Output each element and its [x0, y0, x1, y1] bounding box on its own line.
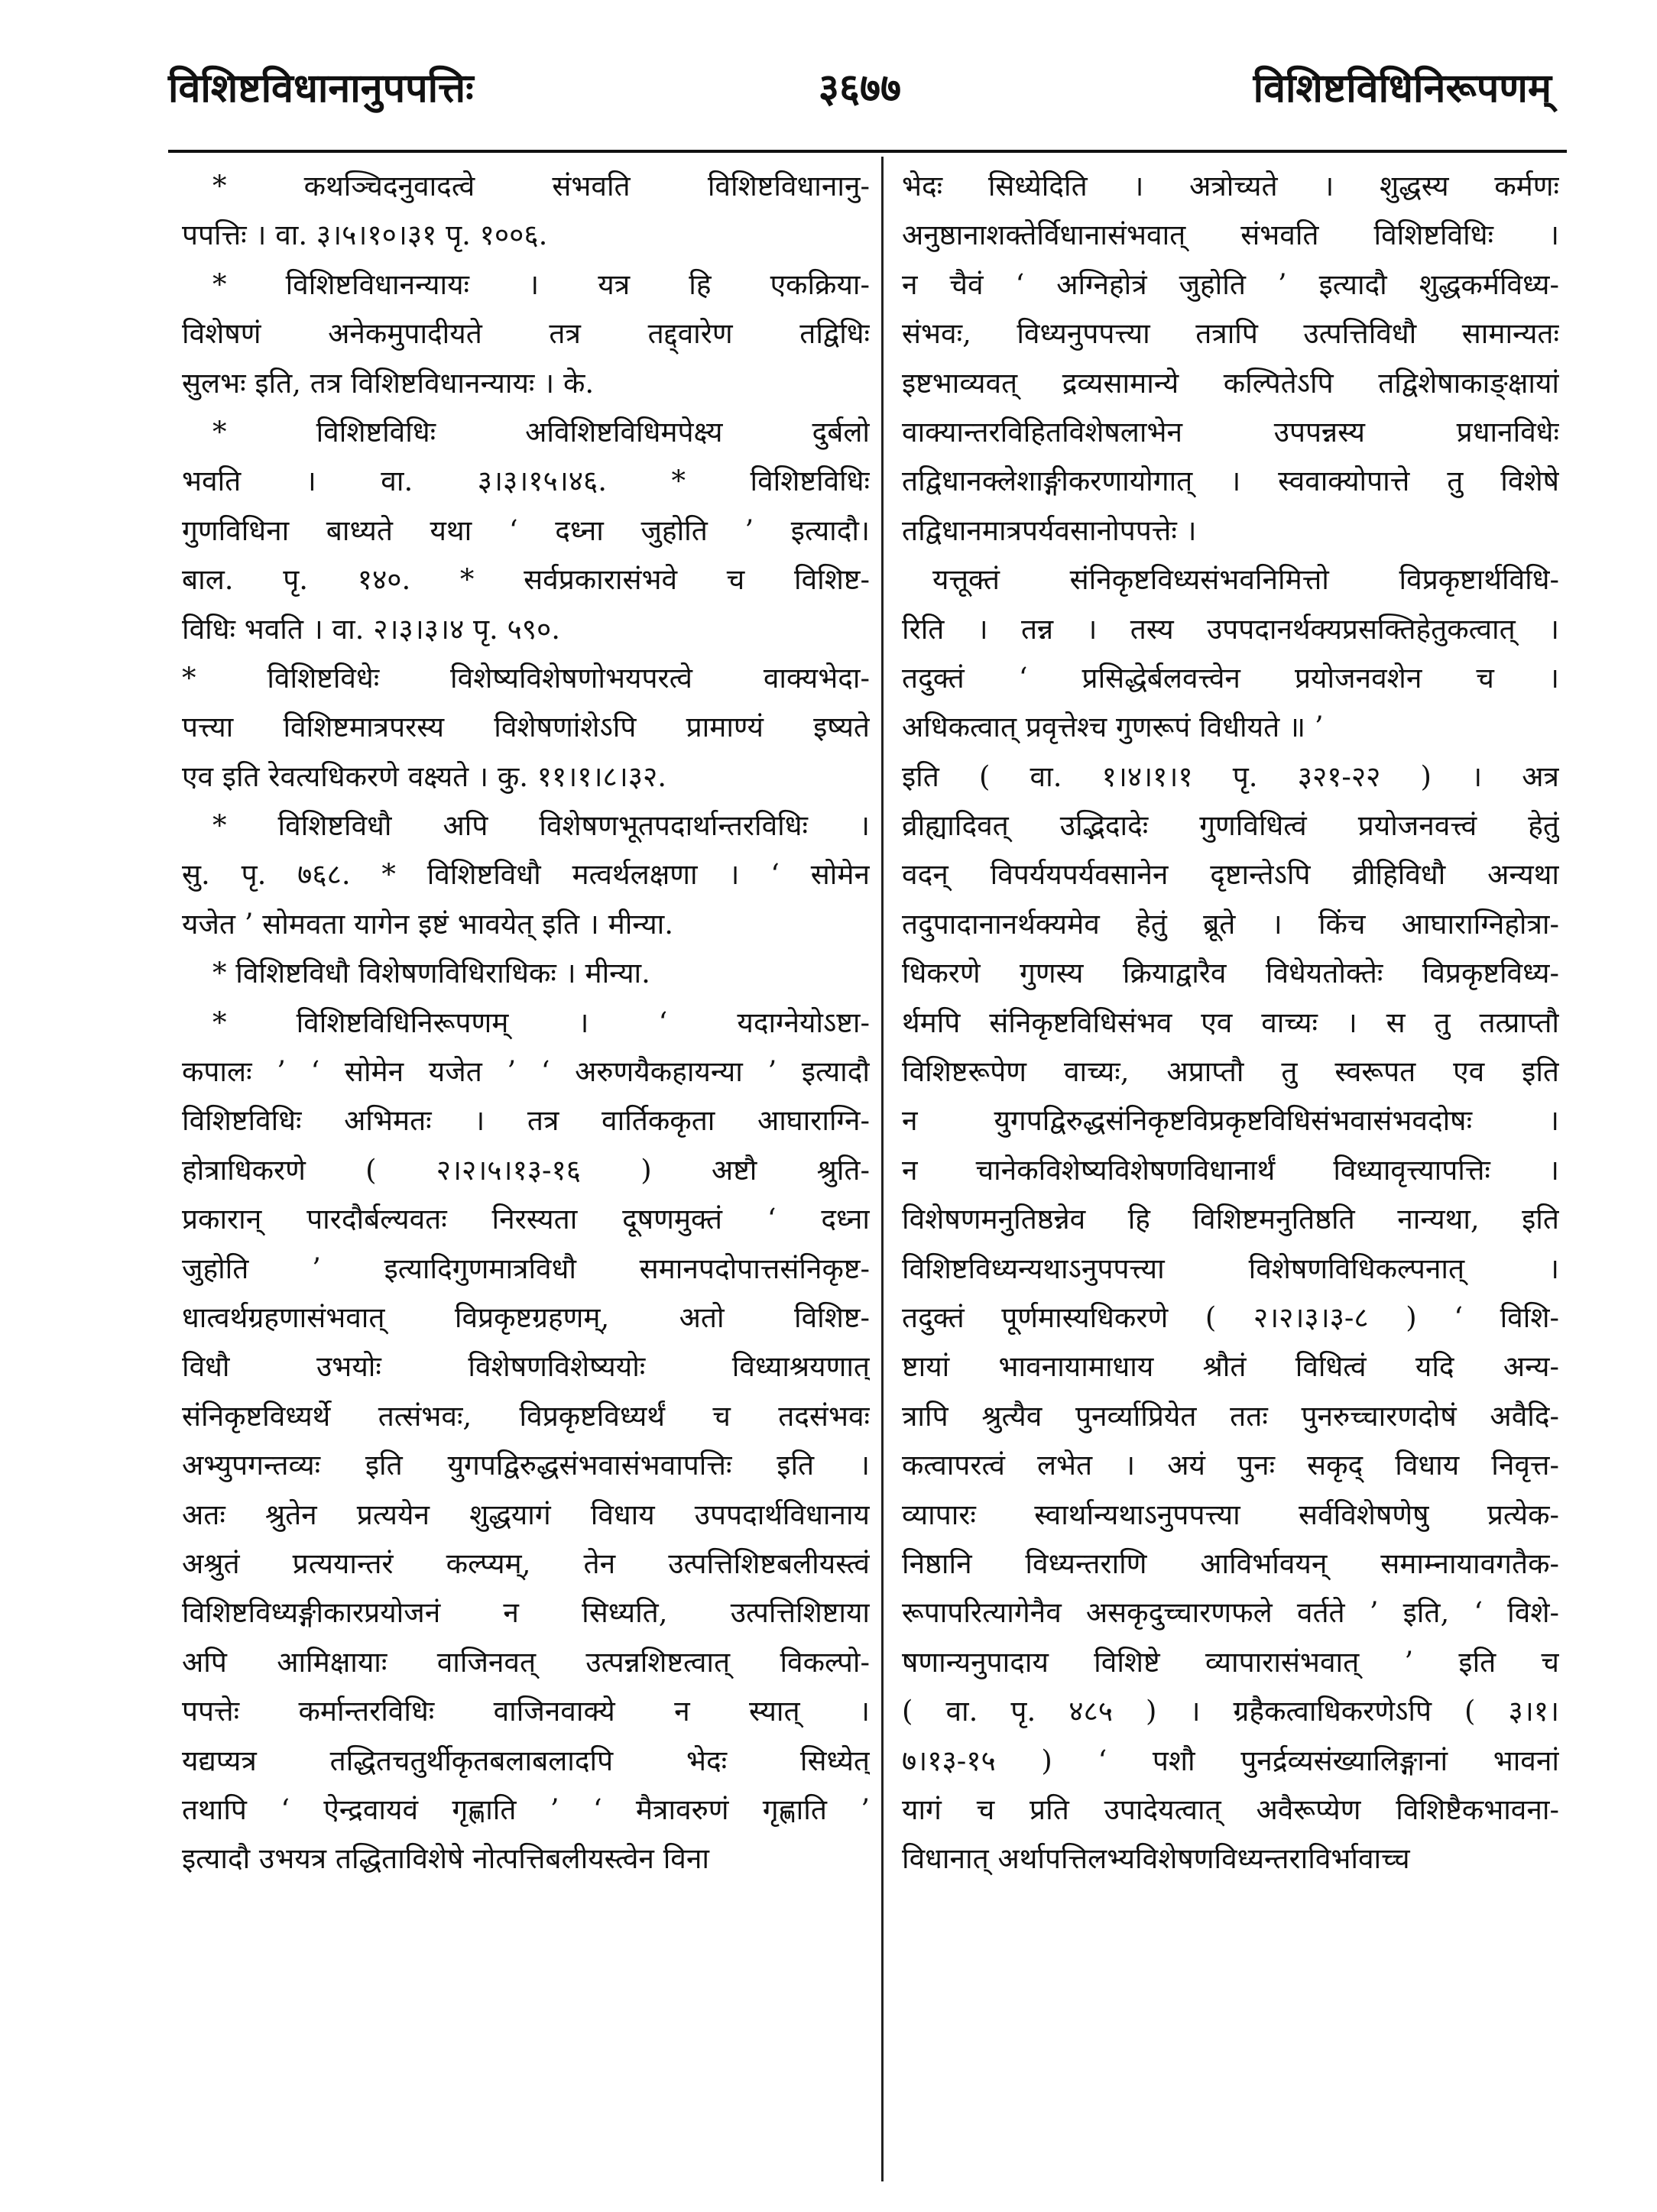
text-line: * विशिष्टविधौ अपि विशेषणभूतपदार्थान्तरविधिः । — [212, 809, 870, 843]
text-line: धिकरणे गुणस्य क्रियाद्वारैव विधेयतोक्तेः विप्रकृष्टविध्य- — [902, 957, 1559, 990]
text-line: इत्यादौ उभयत्र तद्धिताविशेषे नोत्पत्तिबलीयस्त्वेन विना — [182, 1842, 709, 1876]
text-line: कत्वापरत्वं लभेत । अयं पुनः सकृद् विधाय निवृत्त- — [902, 1449, 1559, 1482]
text-line: त्रापि श्रुत्यैव पुनर्व्याप्रियेत ततः पुनरुच्चारणदोषं अवैदि- — [902, 1399, 1559, 1433]
right-column — [902, 162, 1559, 2179]
text-line: ष्टायां भावनायामाधाय श्रौतं विधित्वं यदि अन्य- — [902, 1350, 1559, 1384]
header-left-title: विशिष्टविधानानुपपत्तिः — [168, 65, 474, 112]
text-line: निष्ठानि विध्यन्तराणि आविर्भावयन् समाम्नायावगतैक- — [902, 1546, 1559, 1580]
text-line: विशिष्टरूपेण वाच्यः, अप्राप्तौ तु स्वरूपत एव इति — [902, 1055, 1559, 1089]
text-line: तदुक्तं पूर्णमास्यधिकरणे ( २।२।३।३-८ ) ‘ विशि- — [902, 1300, 1559, 1334]
text-line: विधौ उभयोः विशेषणविशेष्ययोः विध्याश्रयणात् — [182, 1350, 870, 1384]
text-line: तदुपादानानर्थक्यमेव हेतुं ब्रूते । किंच आघाराग्निहोत्रा- — [902, 907, 1559, 941]
column-divider — [881, 157, 884, 2181]
text-line: होत्राधिकरणे ( २।२।५।१३-१६ ) अष्टौ श्रुति- — [182, 1153, 870, 1187]
text-line: र्थमपि संनिकृष्टविधिसंभव एव वाच्यः । स तु तत्प्राप्तौ — [902, 1006, 1559, 1039]
text-line: षणान्यनुपादाय विशिष्टे व्यापारासंभवात् ’ इति च — [902, 1645, 1559, 1679]
text-line: अभ्युपगन्तव्यः इति युगपद्विरुद्धसंभवासंभवापत्तिः इति । — [182, 1449, 870, 1482]
text-line: अतः श्रुतेन प्रत्ययेन शुद्धयागं विधाय उपपदार्थविधानाय — [182, 1498, 870, 1531]
text-line: व्यापारः स्वार्थान्यथाऽनुपपत्त्या सर्वविशेषणेषु प्रत्येक- — [902, 1498, 1559, 1531]
text-line: अनुष्ठानाशक्तेर्विधानासंभवात् संभवति विशिष्टविधिः । — [902, 219, 1559, 252]
text-line: * कथञ्चिदनुवादत्वे संभवति विशिष्टविधानानु- — [212, 170, 870, 202]
text-line: न युगपद्विरुद्धसंनिकृष्टविप्रकृष्टविधिसंभवासंभवदोषः । — [902, 1104, 1559, 1138]
text-line: * विशिष्टविधिनिरूपणम् । ‘ यदाग्नेयोऽष्टा- — [212, 1006, 870, 1039]
text-line: * विशिष्टविधेः विशेष्यविशेषणोभयपरत्वे वाक्यभेदा- — [182, 661, 870, 695]
text-line: विशिष्टविध्यङ्गीकारप्रयोजनं न सिध्यति, उत्पत्तिशिष्टाया — [182, 1596, 870, 1630]
text-line: * विशिष्टविधानन्यायः । यत्र हि एकक्रिया- — [212, 267, 870, 301]
text-line: यद्यप्यत्र तद्धितचतुर्थीकृतबलाबलादपि भेदः सिध्येत् — [182, 1744, 870, 1777]
text-line: न चानेकविशेष्यविशेषणविधानार्थं विध्यावृत्त्यापत्तिः । — [902, 1153, 1559, 1187]
text-line: * विशिष्टविधौ विशेषणविधिराधिकः । मीन्या. — [212, 957, 650, 990]
text-line: सुलभः इति, तत्र विशिष्टविधानन्यायः । के. — [182, 366, 595, 400]
text-line: यागं च प्रति उपादेयत्वात् अवैरूप्येण विशिष्टैकभावना- — [902, 1793, 1559, 1826]
text-line: रूपापरित्यागेनैव असकृदुच्चारणफले वर्तते ’ इति, ‘ विशे- — [902, 1596, 1559, 1630]
text-line: पपत्तिः । वा. ३।५।१०।३१ पृ. १००६. — [182, 219, 548, 252]
text-line: बाल. पृ. १४०. * सर्वप्रकारासंभवे च विशिष्ट- — [182, 563, 870, 597]
text-line: व्रीह्यादिवत् उद्भिदादेः गुणविधित्वं प्रयोजनवत्त्वं हेतुं — [902, 809, 1559, 843]
text-line: भेदः सिध्येदिति । अत्रोच्यते । शुद्धस्य कर्मणः — [902, 170, 1559, 202]
text-line: विधिः भवति । वा. २।३।३।४ पृ. ५९०. — [182, 612, 561, 646]
text-line: तदुक्तं ‘ प्रसिद्धेर्बलवत्त्वेन प्रयोजनवशेन च । — [902, 661, 1559, 695]
text-line: ( वा. पृ. ४८५ ) । ग्रहैकत्वाधिकरणेऽपि ( ३।१। — [902, 1695, 1559, 1728]
text-line: इति ( वा. १।४।१।१ पृ. ३२१-२२ ) । अत्र — [902, 759, 1559, 793]
text-line: जुहोति ’ इत्यादिगुणमात्रविधौ समानपदोपात्तसंनिकृष्ट- — [182, 1252, 870, 1285]
text-line: विधानात् अर्थापत्तिलभ्यविशेषणविध्यन्तराविर्भावाच्च — [902, 1842, 1410, 1876]
text-line: ७।१३-१५ ) ‘ पशौ पुनर्द्रव्यसंख्यालिङ्गानां भावनां — [902, 1744, 1559, 1777]
text-line: तद्विधानक्लेशाङ्गीकरणायोगात् । स्ववाक्योपात्ते तु विशेषे — [902, 465, 1559, 498]
text-line: यत्तूक्तं संनिकृष्टविध्यसंभवनिमित्तो विप्रकृष्टार्थविधि- — [932, 563, 1559, 597]
text-line: सु. पृ. ७६८. * विशिष्टविधौ मत्वर्थलक्षणा । ‘ सोमेन — [182, 858, 870, 892]
running-header — [168, 60, 1552, 128]
text-line: विशिष्टविधिः अभिमतः । तत्र वार्तिककृता आघाराग्नि- — [182, 1104, 870, 1138]
text-line: वदन् विपर्ययपर्यवसानेन दृष्टान्तेऽपि व्रीहिविधौ अन्यथा — [902, 858, 1559, 892]
left-column — [182, 162, 870, 2179]
text-line: विशेषणं अनेकमुपादीयते तत्र तद्द्वारेण तद्विधिः — [182, 317, 870, 351]
page-number: ३६७७ — [818, 65, 902, 112]
text-line: संभवः, विध्यनुपपत्त्या तत्रापि उत्पत्तिविधौ सामान्यतः — [902, 317, 1559, 351]
text-line: रिति । तन्न । तस्य उपपदानर्थक्यप्रसक्तिहेतुकत्वात् । — [902, 612, 1559, 646]
text-line: विशेषणमनुतिष्ठन्नेव हि विशिष्टमनुतिष्ठति नान्यथा, इति — [902, 1203, 1559, 1236]
text-line: संनिकृष्टविध्यर्थे तत्संभवः, विप्रकृष्टविध्यर्थं च तदसंभवः — [182, 1399, 870, 1433]
text-line: प्रकारान् पारदौर्बल्यवतः निरस्यता दूषणमुक्तं ‘ दध्ना — [182, 1203, 870, 1236]
header-right-title: विशिष्टविधिनिरूपणम् — [1253, 65, 1552, 112]
text-line: यजेत ’ सोमवता यागेन इष्टं भावयेत् इति । मीन्या. — [182, 907, 674, 941]
text-line: * विशिष्टविधिः अविशिष्टविधिमपेक्ष्य दुर्बलो — [212, 415, 870, 449]
text-line: धात्वर्थग्रहणासंभवात् विप्रकृष्टग्रहणम्, अतो विशिष्ट- — [182, 1300, 870, 1334]
text-line: कपालः ’ ‘ सोमेन यजेत ’ ‘ अरुणयैकहायन्या ’ इत्यादौ — [182, 1055, 870, 1089]
text-line: पपत्तेः कर्मान्तरविधिः वाजिनवाक्ये न स्यात् । — [182, 1695, 870, 1728]
text-line: वाक्यान्तरविहितविशेषलाभेन उपपन्नस्य प्रधानविधेः — [902, 415, 1559, 449]
text-line: तद्विधानमात्रपर्यवसानोपपत्तेः । — [902, 513, 1197, 547]
text-line: भवति । वा. ३।३।१५।४६. * विशिष्टविधिः — [182, 465, 870, 498]
text-line: गुणविधिना बाध्यते यथा ‘ दध्ना जुहोति ’ इत्यादौ। — [182, 513, 870, 547]
header-rule — [168, 150, 1567, 153]
text-line: अश्रुतं प्रत्ययान्तरं कल्प्यम्, तेन उत्पत्तिशिष्टबलीयस्त्वं — [182, 1546, 870, 1580]
text-line: अधिकत्वात् प्रवृत्तेश्च गुणरूपं विधीयते ॥ ’ — [902, 711, 1324, 744]
text-line: अपि आमिक्षायाः वाजिनवत् उत्पन्नशिष्टत्वात् विकल्पो- — [182, 1645, 870, 1679]
text-line: पत्त्या विशिष्टमात्रपरस्य विशेषणांशेऽपि प्रामाण्यं इष्यते — [182, 711, 870, 744]
text-line: इष्टभाव्यवत् द्रव्यसामान्ये कल्पितेऽपि तद्विशेषाकाङ्क्षायां — [902, 366, 1559, 400]
text-line: न चैवं ‘ अग्निहोत्रं जुहोति ’ इत्यादौ शुद्धकर्मविध्य- — [902, 267, 1559, 301]
text-line: एव इति रेवत्यधिकरणे वक्ष्यते । कु. ११।१।८।३२. — [182, 759, 667, 793]
text-line: तथापि ‘ ऐन्द्रवायवं गृह्णाति ’ ‘ मैत्रावरुणं गृह्णाति ’ — [182, 1793, 870, 1826]
text-line: विशिष्टविध्यन्यथाऽनुपपत्त्या विशेषणविधिकल्पनात् । — [902, 1252, 1559, 1285]
